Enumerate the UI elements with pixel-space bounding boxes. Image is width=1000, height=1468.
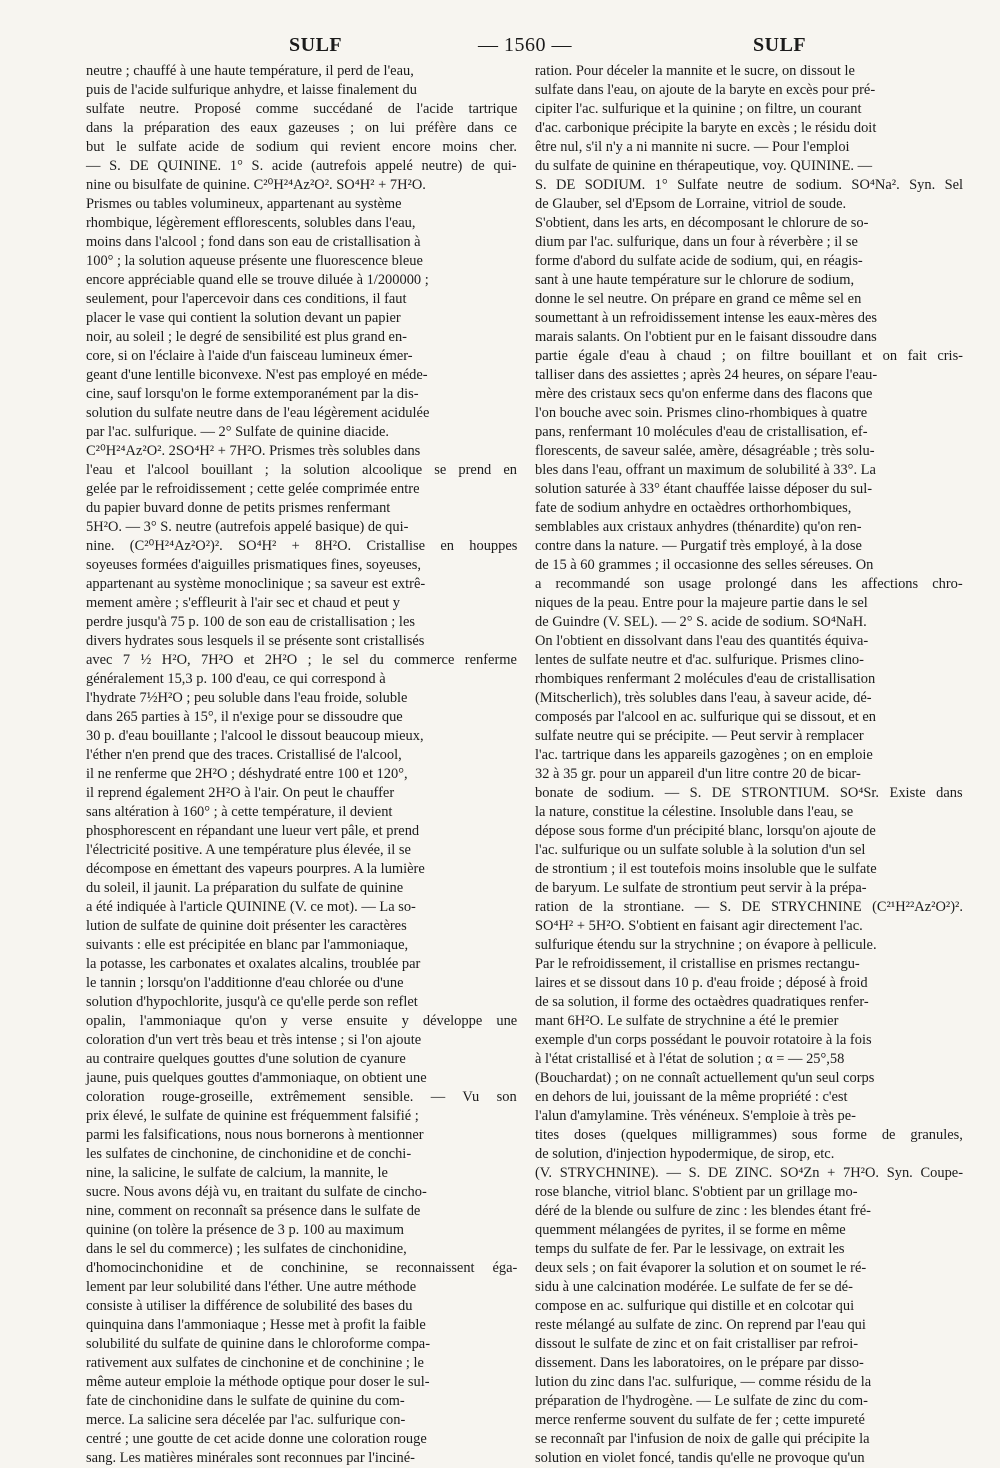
text-line: solution saturée à 33° étant chauffée laisse déposer du sul- (535, 481, 873, 497)
text-line: être nul, s'il n'y a ni mannite ni sucre. — Pour l'emploi (535, 139, 850, 155)
text-line: rhombiques renfermant 2 molécules d'eau de cristallisation (535, 671, 876, 687)
text-line: quemment mélangées de pyrites, il se forme en même (535, 1222, 846, 1238)
text-line: 30 p. d'eau bouillante ; l'alcool le dissout beaucoup mieux, (86, 728, 424, 744)
text-line: Prismes ou tables volumineux, appartenant au système (86, 196, 402, 212)
text-line: généralement 15,3 p. 100 d'eau, ce qui correspond à (86, 671, 386, 687)
text-line: fate de cinchonidine dans le sulfate de quinine du com- (86, 1393, 405, 1409)
text-line: nine. (C²⁰H²⁴Az²O²)². SO⁴H² + 8H²O. Cristallise en houppes (86, 538, 518, 554)
text-line: bonate de sodium. — S. DE STRONTIUM. SO⁴Sr. Existe dans (535, 785, 963, 801)
text-line: dissement. Dans les laboratoires, on le prépare par disso- (535, 1355, 864, 1371)
text-line: de Glauber, sel d'Epsom de Lorraine, vitriol de soude. (535, 196, 847, 212)
text-line: d'ac. carbonique précipite la baryte en excès ; le résidu doit (535, 120, 877, 136)
text-line: talliser dans des assiettes ; après 24 heures, on sépare l'eau- (535, 367, 878, 383)
text-line: sans altération à 160° ; à cette température, il devient (86, 804, 393, 820)
text-line: mant 6H²O. Le sulfate de strychnine a été le premier (535, 1013, 839, 1029)
text-line: lution de sulfate de quinine doit présenter les caractères (86, 918, 407, 934)
text-line: de sa solution, il forme des octaèdres quadratiques renfer- (535, 994, 869, 1010)
text-line: il reprend également 2H²O à l'air. On peut le chauffer (86, 785, 395, 801)
text-line: seulement, pour l'apercevoir dans ces conditions, il faut (86, 291, 407, 307)
text-line: semblables aux cristaux anhydres (thénardite) qu'on ren- (535, 519, 862, 535)
text-line: décompose en émettant des vapeurs pourpres. A la lumière (86, 861, 425, 877)
text-line: de 15 à 60 grammes ; il occasionne des selles séreuses. On (535, 557, 874, 573)
text-line: temps du sulfate de fer. Par le lessivage, on extrait les (535, 1241, 845, 1257)
text-line: dans 265 parties à 15°, il n'exige pour se dissoudre que (86, 709, 403, 725)
text-line: dium par l'ac. sulfurique, dans un four à réverbère ; il se (535, 234, 858, 250)
text-line: exemple d'un corps possédant le pouvoir rotatoire à la fois (535, 1032, 872, 1048)
text-line: tites doses (quelques milligrammes) sous forme de granules, (535, 1127, 963, 1143)
text-line: geant d'une lentille biconvexe. N'est pas employé en méde- (86, 367, 428, 383)
text-line: solution d'hypochlorite, jusqu'à ce qu'elle perde son reflet (86, 994, 418, 1010)
text-line: neutre ; chauffé à une haute température, il perd de l'eau, (86, 63, 414, 79)
text-line: puis de l'acide sulfurique anhydre, et laisse finalement du (86, 82, 417, 98)
header-left-word: SULF (289, 34, 343, 56)
text-line: sang. Les matières minérales sont reconnues par l'inciné- (86, 1450, 415, 1466)
text-line: l'ac. sulfurique ou un sulfate soluble à la solution d'un sel (535, 842, 866, 858)
text-line: centré ; une goutte de cet acide donne une coloration rouge (86, 1431, 427, 1447)
page-number: — 1560 — (478, 34, 572, 56)
text-line: partie égale d'eau à chaud ; on filtre bouillant et on fait cris- (535, 348, 963, 364)
text-line: — S. DE QUININE. 1° S. acide (autrefois appelé neutre) de qui- (86, 158, 517, 174)
text-line: l'hydrate 7½H²O ; peu soluble dans l'eau froide, soluble (86, 690, 408, 706)
text-line: même auteur emploie la méthode optique pour doser le sul- (86, 1374, 430, 1390)
text-line: parmi les falsifications, nous nous bornerons à mentionner (86, 1127, 424, 1143)
text-line: S. DE SODIUM. 1° Sulfate neutre de sodium. SO⁴Na². Syn. Sel (535, 177, 964, 193)
text-line: de strontium ; il est toutefois moins insoluble que le sulfate (535, 861, 877, 877)
text-line: coloration d'un vert très beau et très intense ; si l'on ajoute (86, 1032, 422, 1048)
text-line: 5H²O. — 3° S. neutre (autrefois appelé basique) de qui- (86, 519, 409, 535)
text-line: quinquina dans l'ammoniaque ; Hesse met à profit la faible (86, 1317, 426, 1333)
text-line: sulfate neutre qui se précipite. — Peut servir à remplacer (535, 728, 864, 744)
text-line: déré de la blende ou sulfure de zinc : les blendes étant fré- (535, 1203, 871, 1219)
text-line: divers hydrates sous lesquels il se présente sont cristallisés (86, 633, 425, 649)
text-line: 32 à 35 gr. pour un appareil d'un litre contre 20 de bicar- (535, 766, 861, 782)
text-line: deux sels ; on fait évaporer la solution et on soumet le ré- (535, 1260, 867, 1276)
text-line: Par le refroidissement, il cristallise en prismes rectangu- (535, 956, 860, 972)
text-line: à l'état cristallisé et à l'état de solution ; α = — 25°,58 (535, 1051, 845, 1067)
text-line: C²⁰H²⁴Az²O². 2SO⁴H² + 7H²O. Prismes très solubles dans (86, 443, 421, 459)
text-line: du sulfate de quinine en thérapeutique, voy. QUININE. — (535, 158, 873, 174)
text-line: sant à une haute température sur le chlorure de sodium, (535, 272, 855, 288)
text-line: donne le sel neutre. On prépare en grand ce même sel en (535, 291, 862, 307)
text-line: du papier buvard donne de petits prismes renfermant (86, 500, 391, 516)
text-line: sidu à une calcination modérée. Le sulfate de fer se dé- (535, 1279, 853, 1295)
text-line: gelée par le refroidissement ; cette gelée comprimée entre (86, 481, 420, 497)
text-line: coloration rouge-groseille, extrêmement sensible. — Vu son (86, 1089, 517, 1105)
text-line: il ne renferme que 2H²O ; déshydraté entre 100 et 120°, (86, 766, 408, 782)
text-line: préparation de l'hydrogène. — Le sulfate de zinc du com- (535, 1393, 868, 1409)
header-right-word: SULF (753, 34, 807, 56)
text-line: dépose sous forme d'un précipité blanc, lorsqu'on ajoute de (535, 823, 876, 839)
text-line: S'obtient, dans les arts, en décomposant le chlorure de so- (535, 215, 869, 231)
text-line: rose blanche, vitriol blanc. S'obtient par un grillage mo- (535, 1184, 858, 1200)
text-line: sulfate dans l'eau, on ajoute de la baryte en excès pour pré- (535, 82, 876, 98)
text-line: soumettant à un refroidissement intense les eaux-mères des (535, 310, 877, 326)
text-line: core, si on l'éclaire à l'aide d'un faisceau lumineux émer- (86, 348, 413, 364)
text-line: ration de la strontiane. — S. DE STRYCHNINE (C²¹H²²Az²O²)². (535, 899, 963, 915)
text-line: l'éther n'en prend que des traces. Cristallisé de l'alcool, (86, 747, 402, 763)
text-line: les sulfates de cinchonine, de cinchonidine et de conchi- (86, 1146, 412, 1162)
text-line: l'alun d'amylamine. Très vénéneux. S'emploie à très pe- (535, 1108, 856, 1124)
text-line: au contraire quelques gouttes d'une solution de cyanure (86, 1051, 406, 1067)
text-line: avec 7 ½ H²O, 7H²O et 2H²O ; le sel du commerce renferme (86, 652, 517, 668)
text-line: noir, au soleil ; le degré de sensibilité est plus grand en- (86, 329, 407, 345)
text-line: la potasse, les carbonates et oxalates alcalins, troublée par (86, 956, 421, 972)
text-line: nine, la salicine, le sulfate de calcium, la mannite, le (86, 1165, 388, 1181)
text-line: l'on bouche avec soin. Prismes clino-rhombiques à quatre (535, 405, 868, 421)
text-line: but le sulfate acide de sodium qui revient encore moins cher. (86, 139, 517, 155)
text-line: mement amère ; s'effleurit à l'air sec et chaud et peut y (86, 595, 401, 611)
text-line: la nature, constitue la célestine. Insoluble dans l'eau, se (535, 804, 854, 820)
text-line: de baryum. Le sulfate de strontium peut servir à la prépa- (535, 880, 867, 896)
text-line: composés par l'alcool en ac. sulfurique qui se dissout, et en (535, 709, 876, 725)
text-line: (Bouchardat) ; on ne connaît actuellement qu'un seul corps (535, 1070, 875, 1086)
text-line: encore appréciable quand elle se trouve diluée à 1/200000 ; (86, 272, 429, 288)
text-line: de Guindre (V. SEL). — 2° S. acide de sodium. SO⁴NaH. (535, 614, 867, 630)
right-text-column (535, 62, 964, 1466)
text-line: dissout le sulfate de zinc et on fait cristalliser par refroi- (535, 1336, 859, 1352)
text-line: laires et se dissout dans 10 p. d'eau froide ; déposé à froid (535, 975, 868, 991)
text-line: contre dans la nature. — Purgatif très employé, à la dose (535, 538, 862, 554)
text-line: dans le sel du commerce) ; les sulfates de cinchonidine, (86, 1241, 407, 1257)
text-line: cipiter l'ac. sulfurique et la quinine ; on filtre, un courant (535, 101, 862, 117)
text-line: nine ou bisulfate de quinine. C²⁰H²⁴Az²O². SO⁴H² + 7H²O. (86, 177, 426, 193)
text-line: rativement aux sulfates de cinchonine et de conchinine ; le (86, 1355, 424, 1371)
text-line: de solution, d'injection hypodermique, de sirop, etc. (535, 1146, 835, 1162)
text-line: fate de sodium anhydre en octaèdres orthorhombiques, (535, 500, 852, 516)
text-line: l'ac. tartrique dans les appareils gazogènes ; on en emploie (535, 747, 873, 763)
text-line: nine, comment on reconnaît sa présence dans le sulfate de (86, 1203, 421, 1219)
text-line: marais salants. On l'obtient pur en le faisant dissoudre dans (535, 329, 877, 345)
text-line: du soleil, il jaunit. La préparation du sulfate de quinine (86, 880, 404, 896)
text-line: soyeuses formées d'aiguilles prismatiques fines, soyeuses, (86, 557, 422, 573)
text-line: solution en violet foncé, tandis qu'elle ne provoque qu'un (535, 1450, 865, 1466)
text-line: quinine (on tolère la présence de 3 p. 100 au maximum (86, 1222, 404, 1238)
text-line: placer le vase qui contient la solution devant un papier (86, 310, 401, 326)
text-line: l'eau et l'alcool bouillant ; la solution alcoolique se prend en (86, 462, 517, 478)
text-line: cine, sauf lorsqu'on le forme extemporanément par la dis- (86, 386, 419, 402)
text-line: niques de la peau. Entre pour la majeure partie dans le sel (535, 595, 868, 611)
text-line: solution du sulfate neutre dans de l'eau légèrement acidulée (86, 405, 430, 421)
text-line: rhombique, légèrement efflorescents, solubles dans l'eau, (86, 215, 416, 231)
text-line: perdre jusqu'à 75 p. 100 de son eau de cristallisation ; les (86, 614, 415, 630)
text-line: appartenant au système monoclinique ; sa saveur est extrê- (86, 576, 426, 592)
text-line: ration. Pour déceler la mannite et le sucre, on dissout le (535, 63, 855, 79)
text-line: moins dans l'alcool ; fond dans son eau de cristallisation à (86, 234, 421, 250)
text-line: lentes de sulfate neutre et d'ac. sulfurique. Prismes clino- (535, 652, 864, 668)
text-line: sulfate neutre. Proposé comme succédané de l'acide tartrique (86, 101, 518, 117)
text-line: (Mitscherlich), très solubles dans l'eau, à saveur acide, dé- (535, 690, 872, 706)
text-line: a recommandé son usage prolongé dans les affections chro- (535, 576, 963, 592)
text-line: par l'ac. sulfurique. — 2° Sulfate de quinine diacide. (86, 424, 390, 440)
text-line: bles dans l'eau, offrant un maximum de solubilité à 33°. La (535, 462, 876, 478)
text-line: a été indiquée à l'article QUININE (V. ce mot). — La so- (86, 899, 416, 915)
text-line: reste mélangé au sulfate de zinc. On reprend par l'eau qui (535, 1317, 866, 1333)
text-line: solubilité du sulfate de quinine dans le chloroforme compa- (86, 1336, 430, 1352)
text-line: l'électricité positive. A une température plus élevée, il se (86, 842, 411, 858)
text-line: compose en ac. sulfurique qui distille et en colcotar qui (535, 1298, 855, 1314)
text-line: d'homocinchonidine et de conchinine, se reconnaissent éga- (86, 1260, 518, 1276)
text-line: phosphorescent en répandant une lueur vert pâle, et prend (86, 823, 420, 839)
text-line: (V. STRYCHNINE). — S. DE ZINC. SO⁴Zn + 7H²O. Syn. Coupe- (535, 1165, 964, 1181)
text-line: jaune, puis quelques gouttes d'ammoniaque, on obtient une (86, 1070, 427, 1086)
text-line: mère des cristaux secs qu'on enferme dans des flacons que (535, 386, 873, 402)
text-line: le tannin ; lorsqu'on l'additionne d'eau chlorée ou d'une (86, 975, 404, 991)
text-line: SO⁴H² + 5H²O. S'obtient en faisant agir directement l'ac. (535, 918, 863, 934)
text-line: forme d'abord du sulfate acide de sodium, qui, en réagis- (535, 253, 863, 269)
running-header (0, 30, 1000, 60)
left-text-column (86, 62, 518, 1466)
text-line: lement par leur solubilité dans l'éther. Une autre méthode (86, 1279, 417, 1295)
text-line: 100° ; la solution aqueuse présente une fluorescence bleue (86, 253, 423, 269)
text-line: florescents, de saveur salée, amère, désagréable ; très solu- (535, 443, 875, 459)
text-line: merce. La salicine sera décelée par l'ac. sulfurique con- (86, 1412, 406, 1428)
text-line: sucre. Nous avons déjà vu, en traitant du sulfate de cincho- (86, 1184, 427, 1200)
text-line: consiste à utiliser la différence de solubilité des bases du (86, 1298, 413, 1314)
text-line: pans, renfermant 10 molécules d'eau de cristallisation, ef- (535, 424, 868, 440)
text-line: opalin, l'ammoniaque qu'on y verse ensuite y développe une (86, 1013, 518, 1029)
text-line: suivants : elle est précipitée en blanc par l'ammoniaque, (86, 937, 409, 953)
text-line: se reconnaît par l'infusion de noix de galle qui précipite la (535, 1431, 870, 1447)
text-line: On l'obtient en dissolvant dans l'eau des quantités équiva- (535, 633, 869, 649)
text-line: merce renferme souvent du sulfate de fer ; cette impureté (535, 1412, 865, 1428)
text-line: en dehors de lui, jouissant de la même propriété : c'est (535, 1089, 848, 1105)
text-line: sulfurique étendu sur la strychnine ; on évapore à pellicule. (535, 937, 877, 953)
text-line: dans la préparation des eaux gazeuses ; on lui préfère dans ce (86, 120, 517, 136)
text-line: prix élevé, le sulfate de quinine est fréquemment falsifié ; (86, 1108, 419, 1124)
text-line: lution du zinc dans l'ac. sulfurique, — comme résidu de la (535, 1374, 872, 1390)
